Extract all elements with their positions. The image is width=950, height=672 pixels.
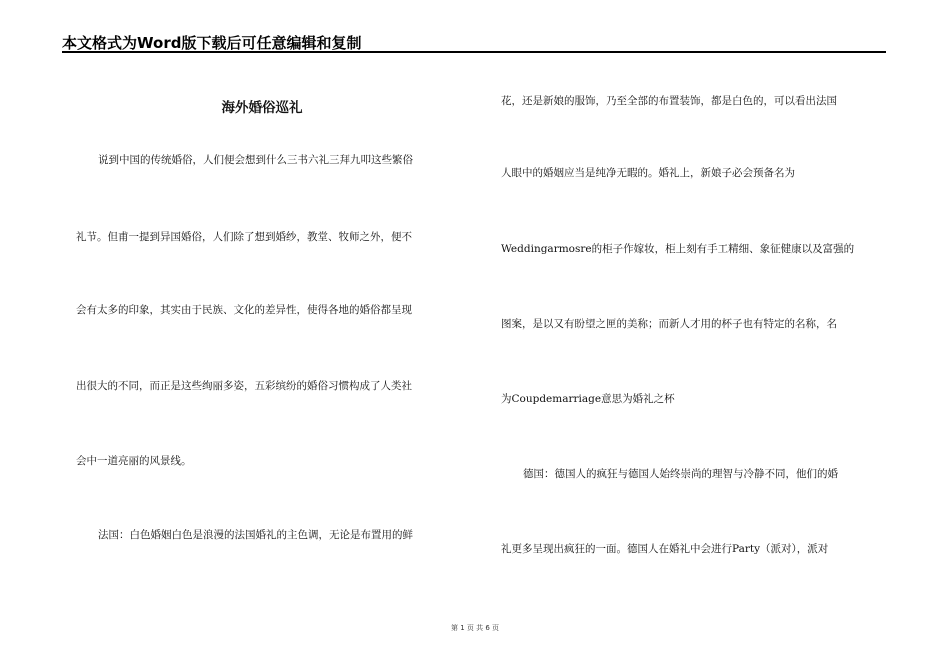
right-column-line: 礼更多呈现出疯狂的一面。德国人在婚礼中会进行Party（派对），派对 <box>501 543 829 555</box>
right-column-line: 图案，是以又有盼望之匣的美称；而新人才用的杯子也有特定的名称，名 <box>501 318 837 330</box>
left-column-line: 会有太多的印象，其实由于民族、文化的差异性，使得各地的婚俗都呈现 <box>76 304 412 316</box>
left-column-line: 会中一道亮丽的风景线。 <box>76 455 192 467</box>
page-number-footer: 第 1 页 共 6 页 <box>450 624 500 632</box>
right-column-line: 为Coupdemarriage意思为婚礼之杯 <box>501 393 675 405</box>
right-column-line: 人眼中的婚姻应当是纯净无暇的。婚礼上，新娘子必会预备名为 <box>501 167 795 179</box>
header-divider <box>62 51 886 53</box>
left-column-line: 礼节。但甫一提到异国婚俗，人们除了想到婚纱，教堂、牧师之外，便不 <box>76 231 412 243</box>
document-title: 海外婚俗巡礼 <box>221 100 303 116</box>
right-column-line: 德国：德国人的疯狂与德国人始终崇尚的理智与冷静不同，他们的婚 <box>523 468 838 480</box>
left-column-line: 出很大的不同，而正是这些绚丽多姿，五彩缤纷的婚俗习惯构成了人类社 <box>76 380 412 392</box>
document-header-title: 本文格式为Word版下载后可任意编辑和复制 <box>62 34 362 52</box>
left-column-line: 法国：白色婚姻白色是浪漫的法国婚礼的主色调，无论是布置用的鲜 <box>98 529 413 541</box>
left-column-line: 说到中国的传统婚俗，人们便会想到什么三书六礼三拜九叩这些繁俗 <box>98 154 413 166</box>
right-column-line: 花，还是新娘的服饰，乃至全部的布置装饰，都是白色的，可以看出法国 <box>501 95 837 107</box>
right-column-line: Weddingarmosre的柜子作嫁妆，柜上刻有手工精细、象征健康以及富强的 <box>501 243 855 255</box>
